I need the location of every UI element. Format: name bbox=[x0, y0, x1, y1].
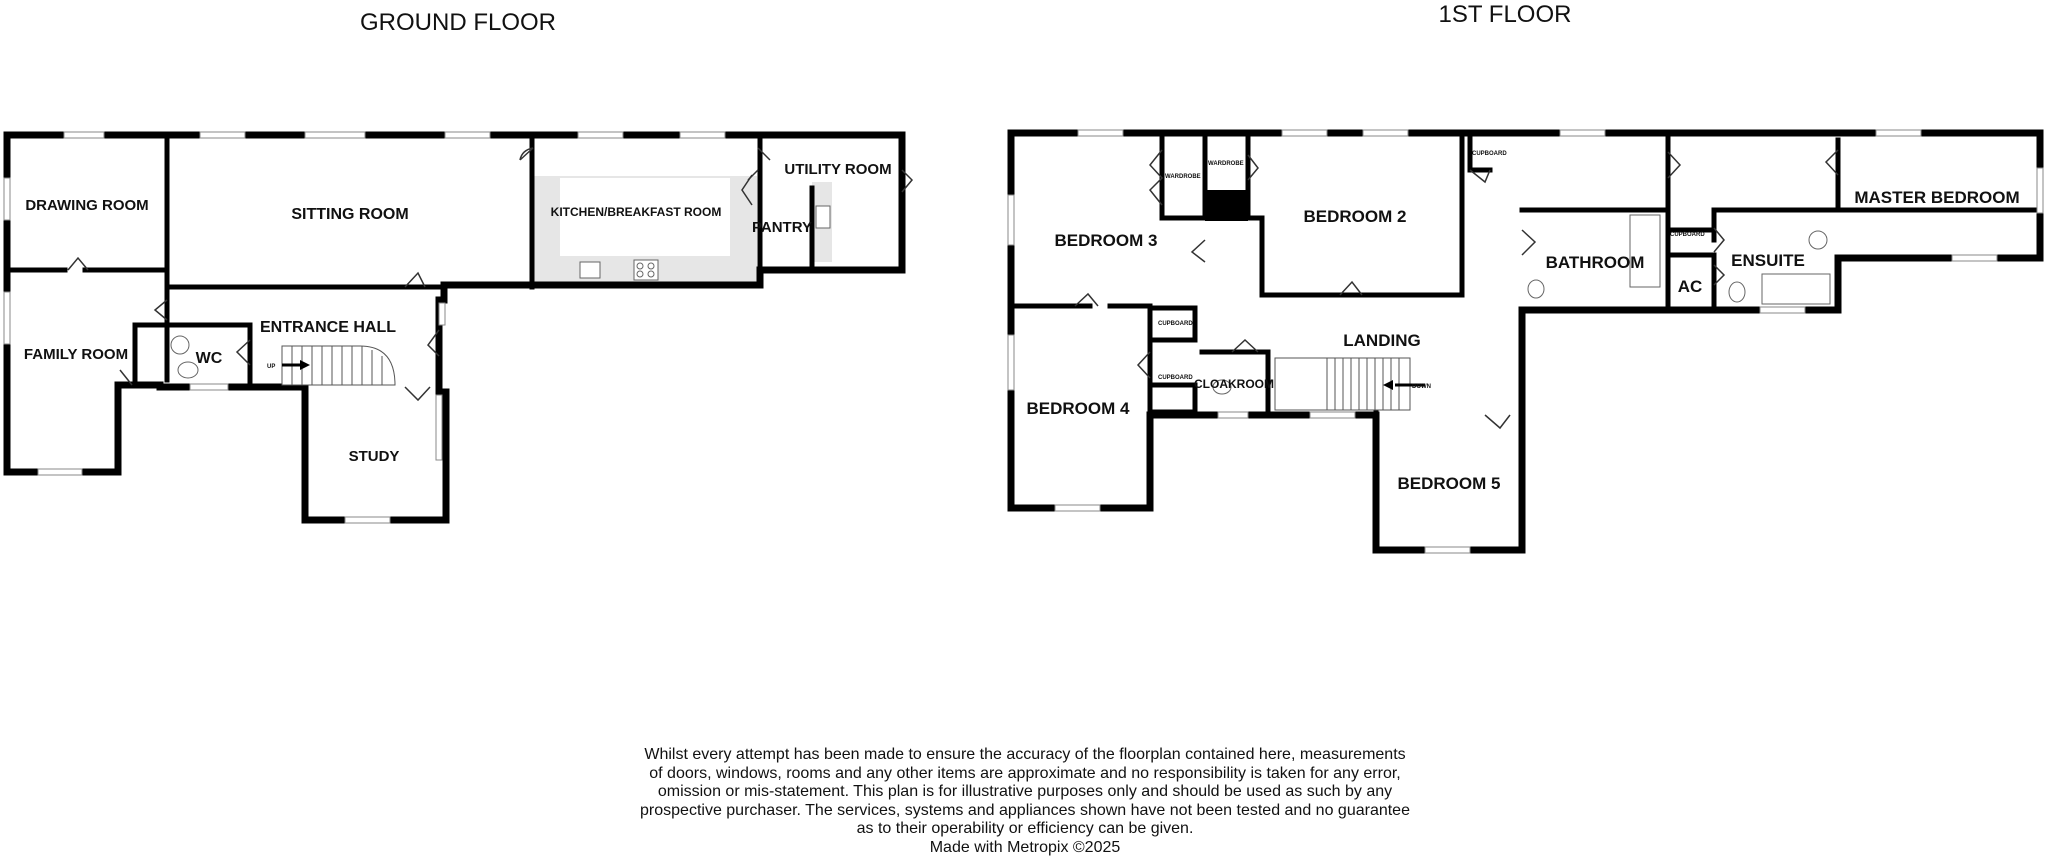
ac-label: AC bbox=[1677, 277, 1703, 296]
ground-floor-title: GROUND FLOOR bbox=[359, 9, 557, 36]
ensuite-label: ENSUITE bbox=[1731, 251, 1805, 270]
disclaimer-line: of doors, windows, rooms and any other items are approximate and no responsibility is taken for any error, bbox=[649, 764, 1401, 782]
bedroom-4-label: BEDROOM 4 bbox=[1026, 399, 1130, 418]
ground-floor-doors bbox=[68, 148, 912, 400]
bathroom-basin-icon bbox=[1528, 280, 1544, 298]
utility-sink-icon bbox=[816, 206, 830, 228]
sitting-room-label: SITTING ROOM bbox=[291, 206, 409, 223]
kitchen-label: KITCHEN/BREAKFAST ROOM bbox=[550, 205, 722, 219]
ground-stair-label: UP bbox=[267, 364, 276, 370]
wardrobe-label-b: WARDROBE bbox=[1208, 161, 1244, 167]
cupboard-label-top: CUPBOARD bbox=[1472, 151, 1507, 157]
wardrobe-block bbox=[1205, 190, 1248, 221]
cupboard-label-bedroom4-top: CUPBOARD bbox=[1158, 321, 1193, 327]
bath-icon bbox=[1630, 215, 1660, 287]
family-room-label: FAMILY ROOM bbox=[23, 346, 129, 363]
master-bedroom-label: MASTER BEDROOM bbox=[1854, 188, 2020, 207]
bedroom-2-label: BEDROOM 2 bbox=[1303, 207, 1407, 226]
disclaimer-line: prospective purchaser. The services, systems and appliances shown have not been tested and no guarantee bbox=[640, 801, 1410, 819]
disclaimer-line: as to their operability or efficiency can be given. bbox=[856, 820, 1194, 837]
bedroom-5-label: BEDROOM 5 bbox=[1397, 474, 1501, 493]
study-label: STUDY bbox=[348, 448, 400, 465]
first-floor-staircase bbox=[1275, 358, 1431, 410]
ensuite-toilet-icon bbox=[1729, 282, 1745, 302]
bathroom-label: BATHROOM bbox=[1545, 253, 1645, 272]
ensuite-bath-icon bbox=[1762, 274, 1830, 304]
first-floor bbox=[1008, 1, 2043, 553]
first-floor-title: 1ST FLOOR bbox=[1438, 1, 1572, 28]
disclaimer-line: omission or mis-statement. This plan is for illustrative purposes only and should be used as such by any bbox=[657, 783, 1393, 800]
entrance-hall-label: ENTRANCE HALL bbox=[260, 319, 396, 336]
disclaimer-line: Whilst every attempt has been made to ensure the accuracy of the floorplan contained here, measurements bbox=[644, 746, 1406, 763]
ensuite-basin-icon bbox=[1809, 231, 1827, 249]
hob-icon bbox=[634, 260, 658, 280]
cloakroom-label: CLOAKROOM bbox=[1194, 377, 1274, 391]
wc-basin-icon bbox=[171, 336, 189, 354]
ground-floor bbox=[4, 9, 912, 523]
pantry-label: PANTRY bbox=[752, 219, 812, 236]
cupboard-label-ensuite: CUPBOARD bbox=[1670, 232, 1705, 238]
ground-floor-staircase bbox=[267, 346, 395, 385]
first-stair-label: DOWN bbox=[1412, 384, 1431, 390]
wc-label: WC bbox=[195, 350, 223, 367]
bedroom-3-label: BEDROOM 3 bbox=[1054, 231, 1158, 250]
landing-label: LANDING bbox=[1343, 331, 1421, 350]
disclaimer-text bbox=[640, 746, 1410, 857]
kitchen-sink-icon bbox=[580, 262, 600, 278]
wardrobe-label-a: WARDROBE bbox=[1165, 174, 1201, 180]
drawing-room-label: DRAWING ROOM bbox=[25, 197, 149, 214]
utility-room-label: UTILITY ROOM bbox=[784, 161, 892, 178]
credit-line: Made with Metropix ©2025 bbox=[929, 838, 1121, 856]
cupboard-label-bedroom4-bottom: CUPBOARD bbox=[1158, 375, 1193, 381]
